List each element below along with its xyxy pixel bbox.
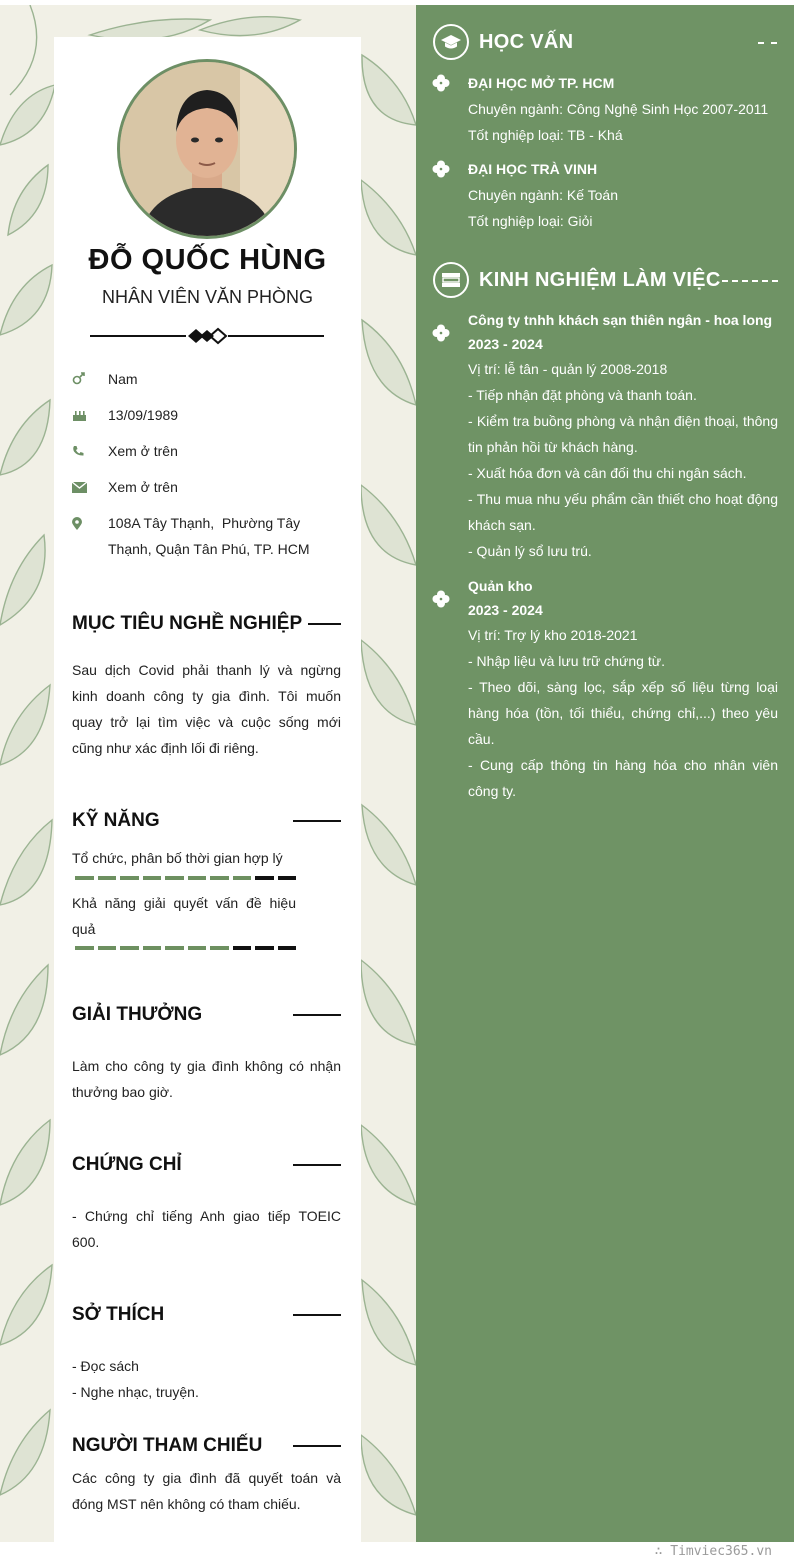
skill-segment bbox=[233, 946, 252, 950]
education-heading bbox=[433, 24, 573, 60]
clover-icon bbox=[432, 590, 450, 608]
education-school: ĐẠI HỌC TRÀ VINH bbox=[468, 161, 598, 177]
experience-duty: - Kiểm tra buồng phòng và nhận điện thoại, thông tin phản hồi từ khách hàng. bbox=[468, 413, 778, 455]
map-pin-icon bbox=[72, 510, 108, 536]
references-title: NGƯỜI THAM CHIẾU bbox=[72, 1435, 263, 1456]
experience-period: 2023 - 2024 bbox=[468, 602, 543, 618]
skill-segment bbox=[165, 946, 184, 950]
references-text: Các công ty gia đình đã quyết toán và đóng MST nên không có tham chiếu. bbox=[72, 1470, 341, 1512]
heading-rule bbox=[293, 820, 341, 822]
skill-segment bbox=[98, 946, 117, 950]
hobby-item: - Đọc sách bbox=[72, 1358, 139, 1374]
heading-dash bbox=[758, 42, 777, 44]
skills-title: KỸ NĂNG bbox=[72, 810, 160, 831]
experience-position: Vị trí: lễ tân - quản lý 2008-2018 bbox=[468, 361, 668, 377]
contact-birthday bbox=[72, 402, 342, 428]
experience-duty: - Cung cấp thông tin hàng hóa cho nhân viên công ty. bbox=[468, 757, 778, 799]
skill-segment bbox=[255, 876, 274, 880]
experience-company: Công ty tnhh khách sạn thiên ngân - hoa long bbox=[468, 312, 773, 328]
clover-icon bbox=[432, 324, 450, 342]
profile-photo-illustration bbox=[120, 62, 294, 236]
skill-segment bbox=[98, 876, 117, 880]
address-line-2: Thạnh, Quận Tân Phú, TP. HCM bbox=[108, 541, 310, 557]
education-grade: Tốt nghiệp loại: TB - Khá bbox=[468, 127, 623, 143]
heading-rule bbox=[293, 1314, 341, 1316]
certificates-heading bbox=[72, 1152, 341, 1178]
experience-position: Vị trí: Trợ lý kho 2018-2021 bbox=[468, 627, 638, 643]
address-line-1: 108A Tây Thạnh, Phường Tây bbox=[108, 515, 301, 531]
skill-segment bbox=[210, 946, 229, 950]
skill-label: Khả năng giải quyết vấn đề hiệu quả bbox=[72, 895, 296, 937]
skill-segment bbox=[165, 876, 184, 880]
clover-icon bbox=[432, 160, 450, 178]
contact-email bbox=[72, 474, 342, 500]
certificates-title: CHỨNG CHỈ bbox=[72, 1154, 182, 1175]
skill-segment bbox=[278, 946, 297, 950]
graduation-cap-icon bbox=[433, 24, 469, 60]
objective-heading bbox=[72, 611, 341, 637]
objective-text: Sau dịch Covid phải thanh lý và ngừng kinh doanh công ty gia đình. Tôi muốn quay trở lại tìm việc và cuộc sống mới cũng như xác định lối đi riêng. bbox=[72, 662, 341, 756]
experience-period: 2023 - 2024 bbox=[468, 336, 543, 352]
envelope-icon bbox=[72, 474, 108, 500]
heading-dash bbox=[722, 280, 778, 282]
candidate-role: NHÂN VIÊN VĂN PHÒNG bbox=[101, 287, 314, 307]
experience-entry bbox=[468, 308, 778, 564]
awards-text: Làm cho công ty gia đình không có nhận thưởng bao giờ. bbox=[72, 1058, 341, 1100]
hobbies-title: SỞ THÍCH bbox=[72, 1304, 165, 1325]
contact-gender bbox=[72, 366, 342, 392]
skills-heading bbox=[72, 808, 341, 834]
skill-label: Tổ chức, phân bố thời gian hợp lý bbox=[72, 850, 283, 866]
hobbies-heading bbox=[72, 1302, 341, 1328]
heading-rule bbox=[293, 1445, 341, 1447]
education-school: ĐẠI HỌC MỞ TP. HCM bbox=[468, 75, 615, 91]
experience-title: KINH NGHIỆM LÀM VIỆC bbox=[479, 268, 721, 291]
education-major: Chuyên ngành: Công Nghệ Sinh Học 2007-2011 bbox=[468, 101, 769, 117]
skill-segment bbox=[188, 876, 207, 880]
watermark-brand[interactable]: ∴ Timviec365.vn bbox=[654, 1544, 772, 1559]
skill-segment bbox=[188, 946, 207, 950]
experience-heading bbox=[433, 262, 721, 298]
skill-segment bbox=[120, 876, 139, 880]
references-heading bbox=[72, 1433, 341, 1459]
phone-icon bbox=[72, 438, 108, 464]
objective-title: MỤC TIÊU NGHỀ NGHIỆP bbox=[72, 613, 303, 634]
experience-duty: - Theo dõi, sàng lọc, sắp xếp số liệu từng loại hàng hóa (tồn, tối thiểu, chứng chỉ,...) theo yêu cầu. bbox=[468, 679, 778, 747]
experience-company: Quản kho bbox=[468, 578, 533, 594]
skill-segment bbox=[143, 946, 162, 950]
profile-photo bbox=[117, 59, 297, 239]
hobby-item: - Nghe nhạc, truyện. bbox=[72, 1384, 199, 1400]
experience-duty: - Thu mua nhu yếu phẩm cần thiết cho hoạt động khách sạn. bbox=[468, 491, 778, 533]
education-major: Chuyên ngành: Kế Toán bbox=[468, 187, 618, 203]
education-title: HỌC VẤN bbox=[479, 30, 574, 53]
skill-segment bbox=[278, 876, 297, 880]
education-grade: Tốt nghiệp loại: Giỏi bbox=[468, 213, 593, 229]
experience-entry bbox=[468, 574, 778, 804]
email-value: Xem ở trên bbox=[108, 479, 178, 495]
experience-duty: - Quản lý sổ lưu trú. bbox=[468, 543, 592, 559]
gender-icon bbox=[72, 366, 108, 392]
hobbies-list bbox=[72, 1353, 341, 1405]
clover-icon bbox=[432, 74, 450, 92]
experience-duty: - Xuất hóa đơn và cân đối thu chi ngân sách. bbox=[468, 465, 747, 481]
gender-value: Nam bbox=[108, 371, 138, 387]
skill-segment bbox=[255, 946, 274, 950]
skill-segment bbox=[75, 876, 94, 880]
contact-address bbox=[72, 510, 342, 562]
skill-segment bbox=[210, 876, 229, 880]
books-icon bbox=[433, 262, 469, 298]
experience-duty: - Tiếp nhận đặt phòng và thanh toán. bbox=[468, 387, 697, 403]
skill-level-bar bbox=[75, 946, 296, 950]
skill-level-bar bbox=[75, 876, 296, 880]
experience-duty: - Nhập liệu và lưu trữ chứng từ. bbox=[468, 653, 666, 669]
heading-rule bbox=[308, 623, 341, 625]
heading-rule bbox=[293, 1164, 341, 1166]
birthday-value: 13/09/1989 bbox=[108, 407, 179, 423]
awards-title: GIẢI THƯỞNG bbox=[72, 1004, 203, 1025]
phone-value: Xem ở trên bbox=[108, 443, 178, 459]
skill-segment bbox=[75, 946, 94, 950]
contact-phone bbox=[72, 438, 342, 464]
skill-segment bbox=[233, 876, 252, 880]
awards-heading bbox=[72, 1002, 341, 1028]
certificates-text: - Chứng chỉ tiếng Anh giao tiếp TOEIC 600. bbox=[72, 1208, 341, 1250]
ornament-divider bbox=[90, 326, 324, 346]
skill-segment bbox=[143, 876, 162, 880]
candidate-name: ĐỖ QUỐC HÙNG bbox=[88, 244, 327, 276]
skill-segment bbox=[120, 946, 139, 950]
cake-icon bbox=[72, 402, 108, 428]
heading-rule bbox=[293, 1014, 341, 1016]
